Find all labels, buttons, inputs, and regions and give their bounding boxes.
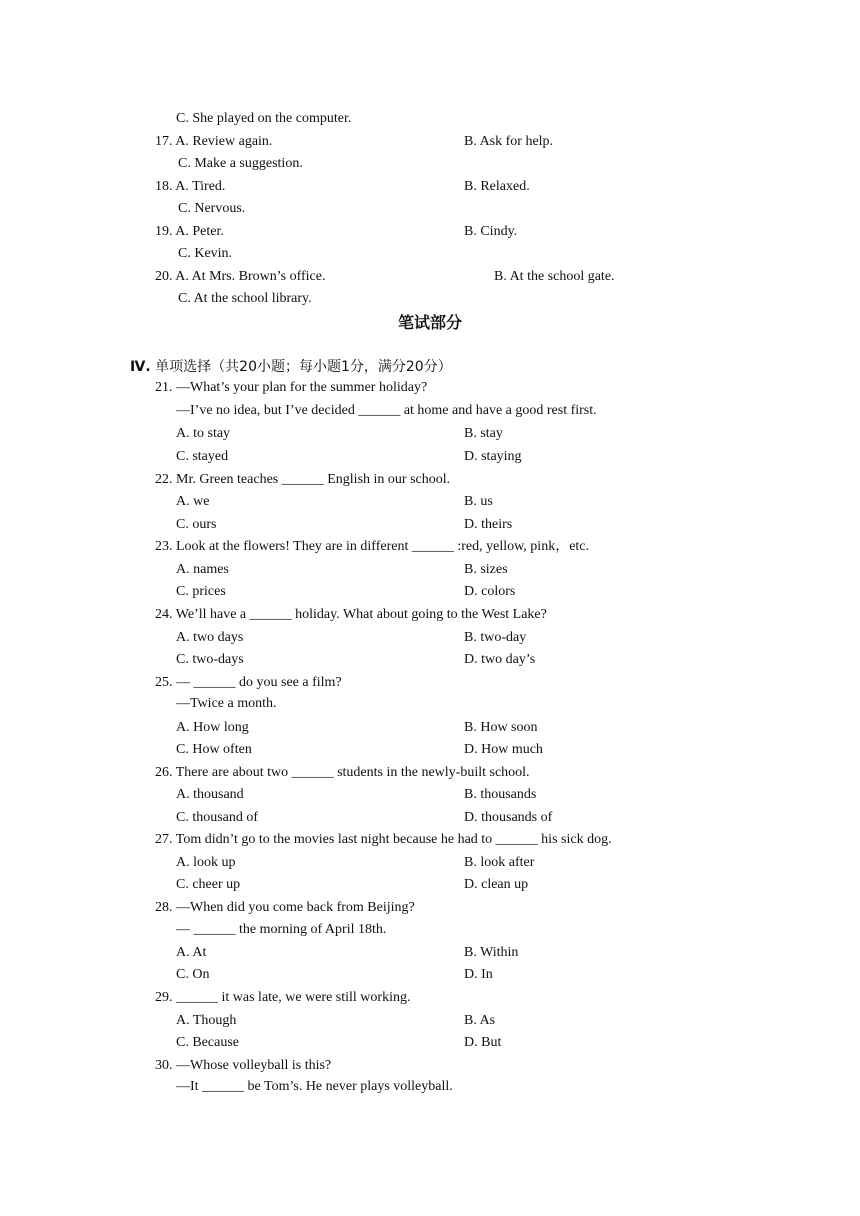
- q23-option-a: A. names: [176, 562, 229, 577]
- q19-option-c: C. Kevin.: [178, 246, 233, 261]
- q21-stem-line1: 21. —What’s your plan for the summer holiday?: [155, 380, 428, 395]
- q21-option-b: B. stay: [464, 426, 503, 441]
- q25-stem-line2: —Twice a month.: [176, 696, 277, 711]
- q28-stem-line2: — ______ the morning of April 18th.: [176, 922, 387, 937]
- q25-option-b: B. How soon: [464, 720, 538, 735]
- section-heading: [130, 356, 452, 376]
- q20-option-b: B. At the school gate.: [494, 269, 615, 284]
- q25-option-c: C. How often: [176, 742, 252, 757]
- q24-option-b: B. two-day: [464, 630, 527, 645]
- q28-option-c: C. On: [176, 967, 210, 982]
- q23-option-c: C. prices: [176, 584, 226, 599]
- q21-option-d: D. staying: [464, 449, 522, 464]
- q22-stem: 22. Mr. Green teaches ______ English in our school.: [155, 472, 451, 487]
- q20-option-a: 20. A. At Mrs. Brown’s office.: [155, 269, 326, 284]
- q17-option-c: C. Make a suggestion.: [178, 156, 303, 171]
- section-number: Ⅳ.: [130, 359, 151, 375]
- q30-stem-line2: —It ______ be Tom’s. He never plays volleyball.: [176, 1079, 453, 1094]
- q29-option-b: B. As: [464, 1013, 496, 1028]
- q24-option-c: C. two-days: [176, 652, 244, 667]
- q28-stem-line1: 28. —When did you come back from Beijing?: [155, 900, 415, 915]
- q25-option-d: D. How much: [464, 742, 543, 757]
- q23-option-d: D. colors: [464, 584, 516, 599]
- q22-option-c: C. ours: [176, 517, 217, 532]
- q18-option-b: B. Relaxed.: [464, 179, 530, 194]
- q24-stem: 24. We’ll have a ______ holiday. What about going to the West Lake?: [155, 607, 547, 622]
- q21-stem-line2: —I’ve no idea, but I’ve decided ______ at home and have a good rest first.: [176, 403, 597, 418]
- q25-stem-line1: 25. — ______ do you see a film?: [155, 675, 342, 690]
- q18-option-c: C. Nervous.: [178, 201, 246, 216]
- q30-stem-line1: 30. —Whose volleyball is this?: [155, 1058, 332, 1073]
- q23-stem: 23. Look at the flowers! They are in different ______ :red, yellow, pink，etc.: [155, 539, 590, 554]
- q25-option-a: A. How long: [176, 720, 249, 735]
- q29-option-c: C. Because: [176, 1035, 239, 1050]
- q28-option-a: A. At: [176, 945, 207, 960]
- q27-option-b: B. look after: [464, 855, 535, 870]
- q29-stem: 29. ______ it was late, we were still working.: [155, 990, 411, 1005]
- q17-option-a: 17. A. Review again.: [155, 134, 273, 149]
- q26-option-c: C. thousand of: [176, 810, 259, 825]
- q17-option-b: B. Ask for help.: [464, 134, 554, 149]
- section-title: 单项选择（共20小题；每小题1分，满分20分）: [155, 359, 452, 375]
- q27-option-c: C. cheer up: [176, 877, 241, 892]
- q26-option-d: D. thousands of: [464, 810, 553, 825]
- q27-option-a: A. look up: [176, 855, 236, 870]
- q20-option-c: C. At the school library.: [178, 291, 312, 306]
- q27-stem: 27. Tom didn’t go to the movies last night because he had to ______ his sick dog.: [155, 832, 612, 847]
- written-part-title: 笔试部分: [397, 313, 462, 332]
- q26-option-a: A. thousand: [176, 787, 244, 802]
- q21-option-c: C. stayed: [176, 449, 229, 464]
- q21-option-a: A. to stay: [176, 426, 231, 441]
- q16-option-c: C. She played on the computer.: [176, 111, 352, 126]
- q22-option-d: D. theirs: [464, 517, 513, 532]
- q29-option-a: A. Though: [176, 1013, 237, 1028]
- q19-option-b: B. Cindy.: [464, 224, 518, 239]
- q19-option-a: 19. A. Peter.: [155, 224, 224, 239]
- q29-option-d: D. But: [464, 1035, 502, 1050]
- q28-option-b: B. Within: [464, 945, 519, 960]
- q28-option-d: D. In: [464, 967, 493, 982]
- q24-option-a: A. two days: [176, 630, 244, 645]
- q22-option-b: B. us: [464, 494, 493, 509]
- q23-option-b: B. sizes: [464, 562, 508, 577]
- q24-option-d: D. two day’s: [464, 652, 536, 667]
- q22-option-a: A. we: [176, 494, 210, 509]
- q18-option-a: 18. A. Tired.: [155, 179, 226, 194]
- q26-option-b: B. thousands: [464, 787, 537, 802]
- q27-option-d: D. clean up: [464, 877, 529, 892]
- q26-stem: 26. There are about two ______ students in the newly-built school.: [155, 765, 530, 780]
